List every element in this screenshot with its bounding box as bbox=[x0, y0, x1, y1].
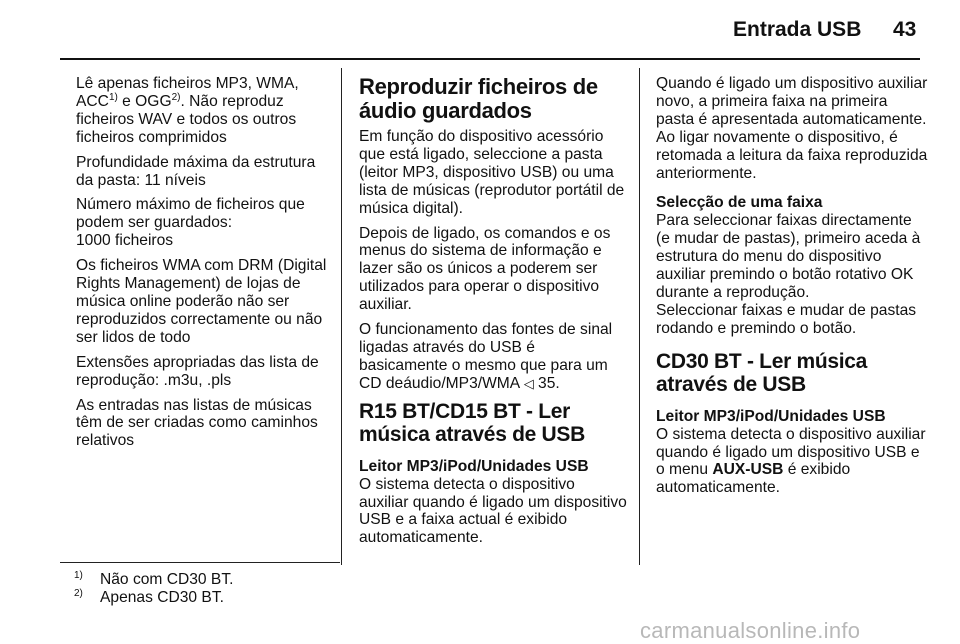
paragraph-drm: Os ficheiros WMA com DRM (Digital Rights Management) de lojas de música online poderão não ser reproduzidos correctamente ou não ser lidos de todo bbox=[76, 257, 327, 346]
paragraph-select-folder: Em função do dispositivo acessório que está ligado, seleccione a pasta (leitor MP3, dispositivo USB) ou uma lista de músicas (reprodutor portátil de música digital). bbox=[359, 128, 625, 217]
paragraph-relative-paths: As entradas nas listas de músicas têm de ser criadas como caminhos relativos bbox=[76, 396, 318, 450]
paragraph-select-direct: Para seleccionar faixas directamente (e mudar de pastas), primeiro aceda à estrutura do menu do dispositivo auxiliar premindo o botão rotativo OK durante a reprodução. bbox=[656, 212, 921, 301]
paragraph-select-rotate: Seleccionar faixas e mudar de pastas rodando e premindo o botão. bbox=[656, 301, 917, 337]
page-reference-icon: ◁ bbox=[523, 375, 534, 391]
paragraph-detect-device: O sistema detecta o dispositivo auxiliar quando é ligado um dispositivo USB e a faixa actual é exibido automaticamente. bbox=[359, 475, 627, 547]
footnote-1: 1) Não com CD30 BT. bbox=[74, 570, 234, 588]
paragraph-aux-usb-menu: O sistema detecta o dispositivo auxiliar quando é ligado um dispositivo USB e o menu AUX-USB é exibido automaticamente. bbox=[656, 425, 926, 497]
heading-cd30-bt: CD30 BT - Ler música através de USB bbox=[656, 349, 868, 396]
subheading-select-track: Selecção de uma faixa bbox=[656, 194, 823, 212]
column-divider-2 bbox=[639, 68, 640, 565]
heading-play-stored-files: Reproduzir ficheiros de áudio guardados bbox=[359, 74, 598, 123]
heading-r15-bt: R15 BT/CD15 BT - Ler música através de USB bbox=[359, 399, 585, 446]
column-1 bbox=[76, 75, 332, 457]
menu-name-aux-usb: AUX-USB bbox=[712, 461, 784, 479]
subheading-mp3-ipod-usb: Leitor MP3/iPod/Unidades USB bbox=[359, 457, 589, 475]
footnote-rule bbox=[60, 562, 340, 563]
paragraph-playlist-extensions: Extensões apropriadas das lista de reprodução: .m3u, .pls bbox=[76, 353, 319, 389]
paragraph-folder-depth: Profundidade máxima da estrutura da pasta: 11 níveis bbox=[76, 153, 316, 189]
paragraph-controls: Depois de ligado, os comandos e os menus do sistema de informação e lazer são os únicos a poderem ser utilizados para operar o dispositivo auxiliar. bbox=[359, 224, 611, 314]
paragraph-max-files: Número máximo de ficheiros que podem ser guardados: 1000 ficheiros bbox=[76, 196, 305, 250]
subheading-mp3-ipod-usb-2: Leitor MP3/iPod/Unidades USB bbox=[656, 407, 886, 425]
watermark: carmanualsonline.info bbox=[640, 618, 861, 643]
footnote-ref-1: 1) bbox=[108, 91, 118, 103]
footnote-2: 2) Apenas CD30 BT. bbox=[74, 588, 224, 606]
paragraph-usb-sources: O funcionamento das fontes de sinal ligadas através do USB é basicamente o mesmo que para um CD deáudio/MP3/WMA ◁ 35. bbox=[359, 321, 613, 392]
column-2 bbox=[359, 75, 627, 554]
footnotes bbox=[76, 571, 233, 607]
page-number: 43 bbox=[893, 18, 917, 41]
column-3 bbox=[656, 75, 928, 504]
column-divider-1 bbox=[341, 68, 342, 565]
paragraph-formats: Lê apenas ficheiros MP3, WMA, ACC$^{1)}$ e OGG$^{2)}$. Não reproduz ficheiros WAV e todos os outros ficheiros comprimidos bbox=[76, 75, 299, 146]
footnote-ref-2: 2) bbox=[171, 91, 181, 103]
header-rule bbox=[60, 58, 920, 60]
section-title: Entrada USB bbox=[733, 18, 862, 41]
paragraph-new-device: Quando é ligado um dispositivo auxiliar novo, a primeira faixa na primeira pasta é apresentada automaticamente. Ao ligar novamente o dispositivo, é retomada a leitura da faixa reproduzida anteriormente. bbox=[656, 75, 928, 182]
